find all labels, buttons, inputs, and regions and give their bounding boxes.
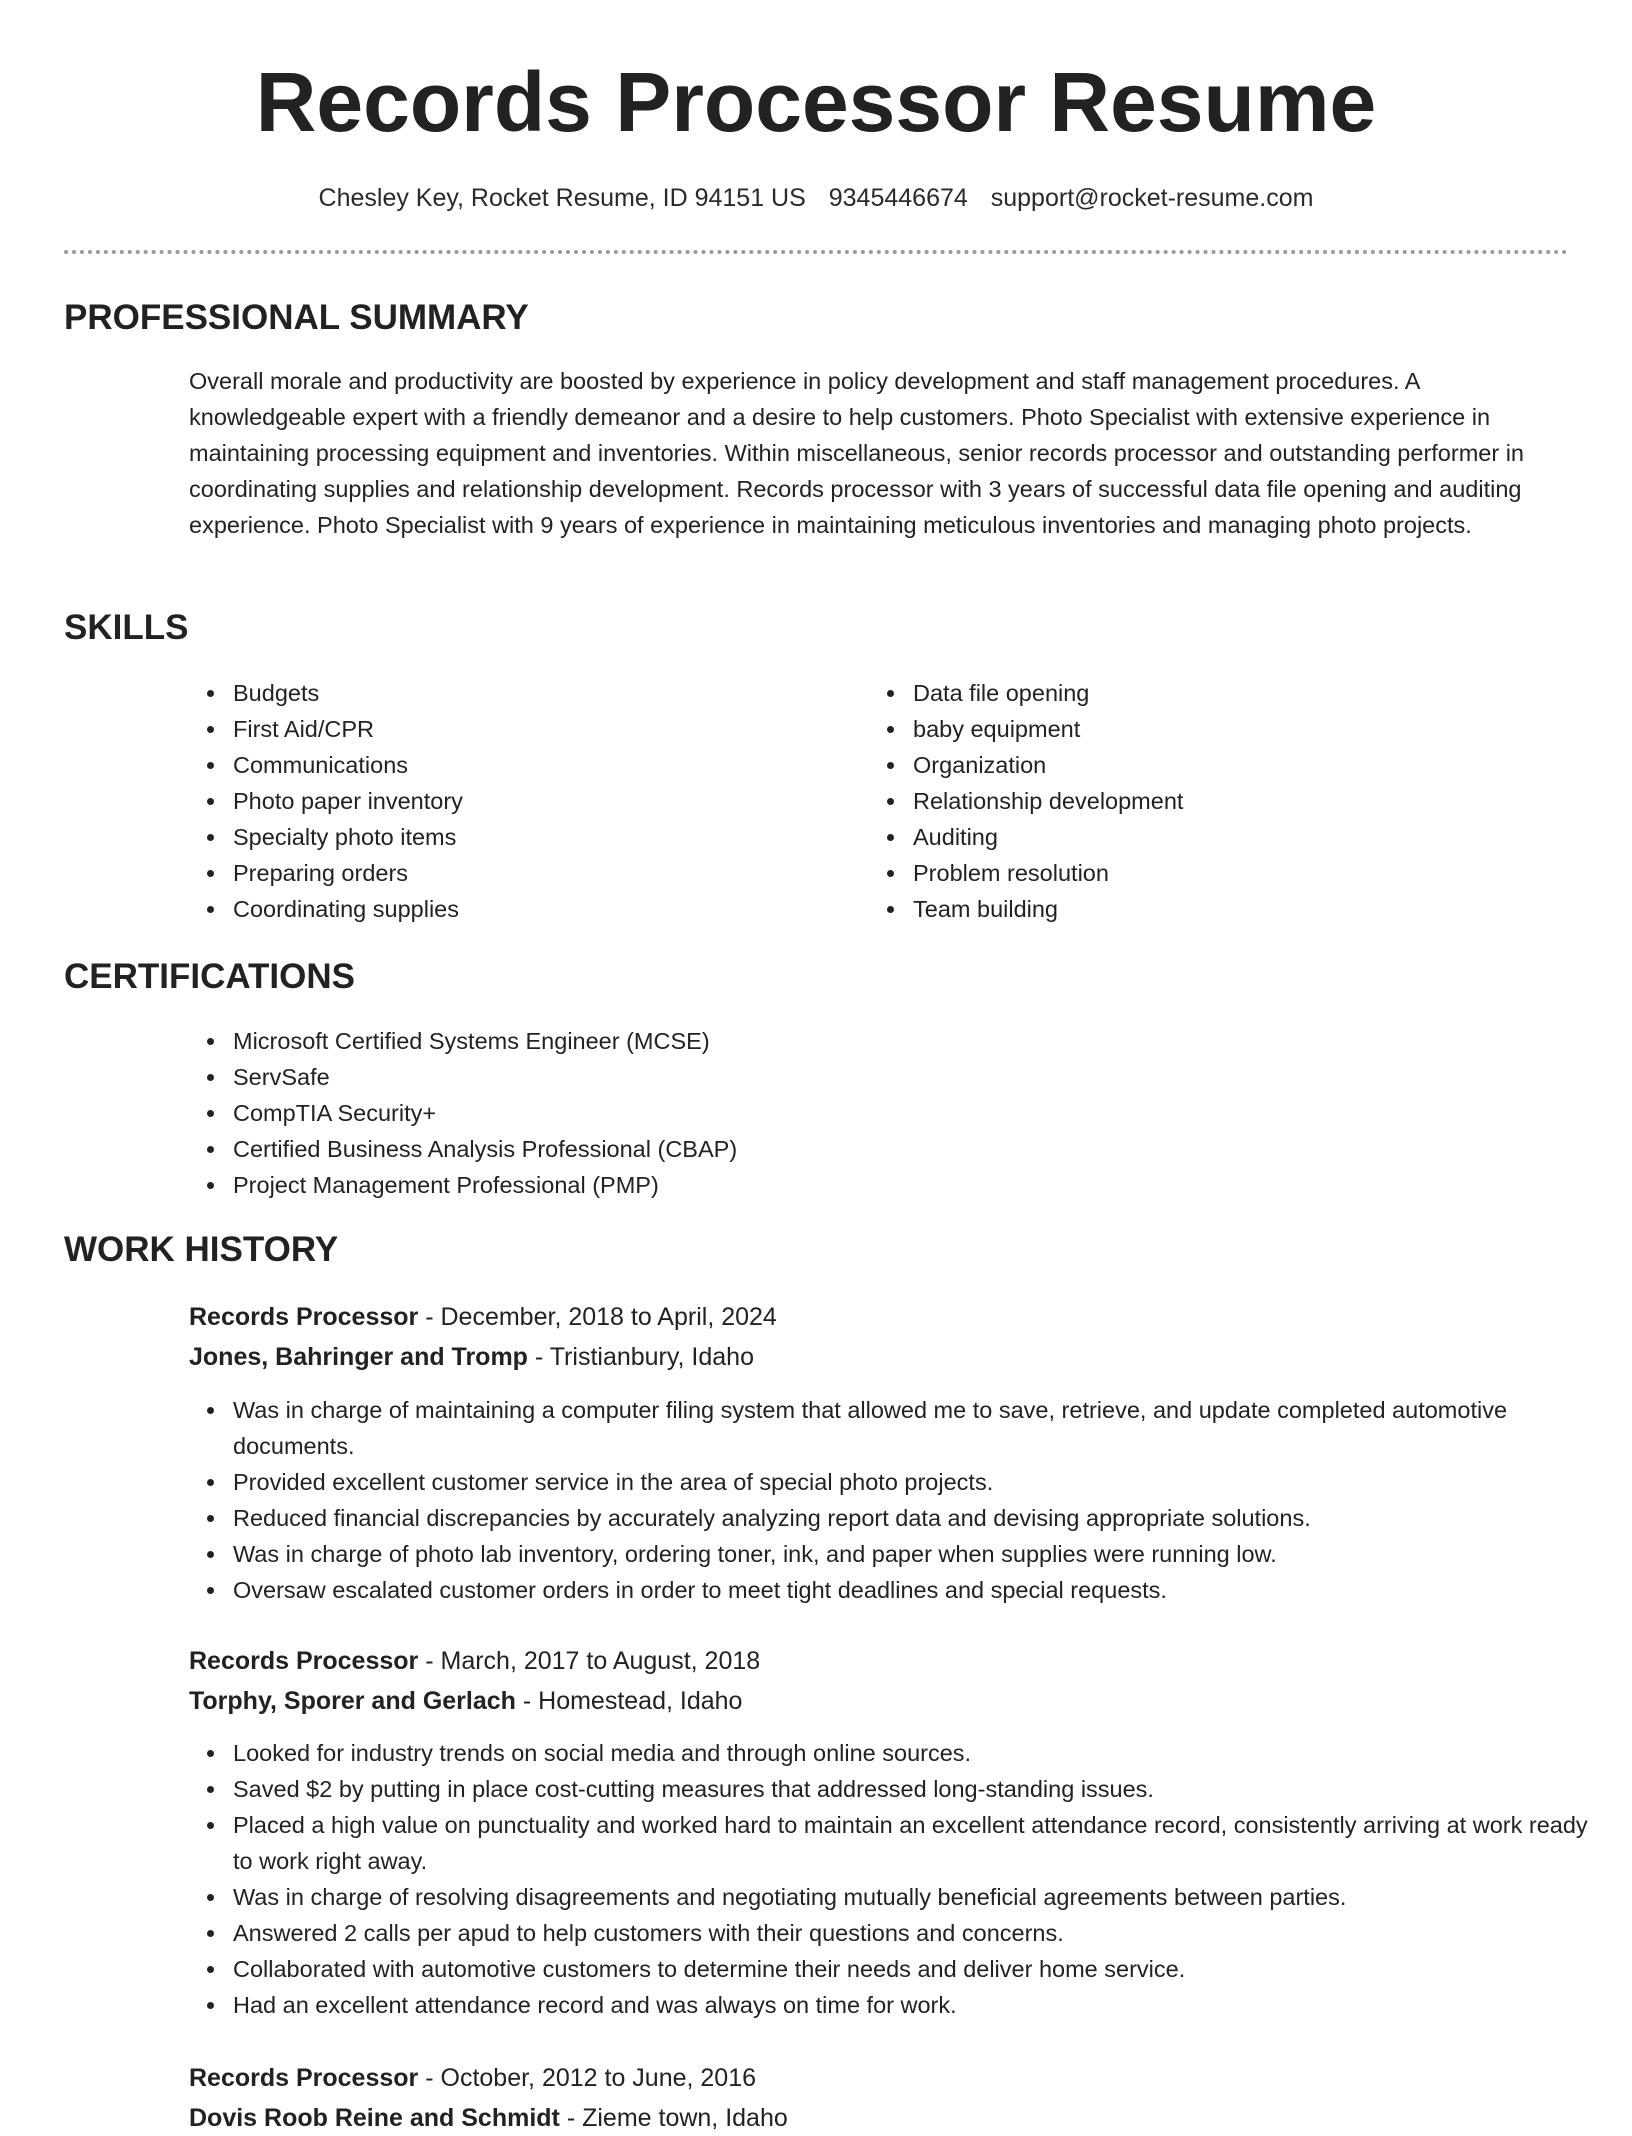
skill-item: Preparing orders: [233, 855, 873, 891]
job-duty: Reduced financial discrepancies by accurately analyzing report data and devising appropriate solutions.: [233, 1500, 1613, 1536]
job-dates: - October, 2012 to June, 2016: [418, 2064, 757, 2092]
job-duty: Was in charge of resolving disagreements and negotiating mutually beneficial agreements between parties.: [233, 1879, 1613, 1915]
skill-item: Communications: [233, 747, 873, 783]
skill-item: Relationship development: [913, 783, 1553, 819]
job-company-line: [189, 2100, 788, 2136]
resume-title: Records Processor Resume: [255, 55, 1377, 149]
skill-item: Auditing: [913, 819, 1553, 855]
skill-item: Coordinating supplies: [233, 891, 873, 927]
job-location: - Tristianbury, Idaho: [527, 1343, 754, 1371]
job-title: Records Processor: [189, 1647, 419, 1675]
certification-item: ServSafe: [233, 1059, 1613, 1095]
skills-list-left: [189, 675, 873, 927]
skills-list-right: [869, 675, 1553, 927]
skill-item: Specialty photo items: [233, 819, 873, 855]
summary-heading: PROFESSIONAL SUMMARY: [64, 298, 529, 337]
certification-item: Certified Business Analysis Professional (CBAP): [233, 1131, 1613, 1167]
job-location: - Homestead, Idaho: [515, 1687, 743, 1715]
job-duty: Answered 2 calls per apud to help customers with their questions and concerns.: [233, 1915, 1613, 1951]
contact-line: [0, 180, 1632, 216]
job-duty: Was in charge of photo lab inventory, ordering toner, ink, and paper when supplies were running low.: [233, 1536, 1613, 1572]
skill-item: Organization: [913, 747, 1553, 783]
certification-item: Project Management Professional (PMP): [233, 1167, 1613, 1203]
summary-text: Overall morale and productivity are boosted by experience in policy development and staff management procedures. A knowledgeable expert with a friendly demeanor and a desire to help customers. Photo Specialist with extensive experience in maintaining processing equipment and inventories. Within miscellaneous, senior records processor and outstanding performer in coordinating supplies and relationship development. Records processor with 3 years of successful data file opening and auditing experience. Photo Specialist with 9 years of experience in maintaining meticulous inventories and managing photo projects.: [189, 368, 1524, 538]
skill-item: Team building: [913, 891, 1553, 927]
contact-phone: 9345446674: [828, 184, 968, 212]
job-duties-list: [189, 1392, 1613, 1608]
job-duty: Had an excellent attendance record and was always on time for work.: [233, 1987, 1613, 2023]
skill-item: First Aid/CPR: [233, 711, 873, 747]
job-dates: - March, 2017 to August, 2018: [418, 1647, 761, 1675]
job-duty: Saved $2 by putting in place cost-cutting measures that addressed long-standing issues.: [233, 1771, 1613, 1807]
skill-item: Budgets: [233, 675, 873, 711]
job-company: Dovis Roob Reine and Schmidt: [189, 2104, 560, 2132]
contact-email: support@rocket-resume.com: [990, 184, 1314, 212]
certification-item: Microsoft Certified Systems Engineer (MCSE): [233, 1023, 1613, 1059]
job-title-line: [189, 1643, 760, 1679]
job-duty: Provided excellent customer service in the area of special photo projects.: [233, 1464, 1613, 1500]
job-location: - Zieme town, Idaho: [559, 2104, 788, 2132]
header-divider: [64, 250, 1568, 254]
skill-item: Data file opening: [913, 675, 1553, 711]
job-title-line: [189, 2060, 756, 2096]
job-duty: Placed a high value on punctuality and worked hard to maintain an excellent attendance record, consistently arriving at work ready to work right away.: [233, 1807, 1613, 1879]
job-duty: Was in charge of maintaining a computer filing system that allowed me to save, retrieve, and update completed automotive documents.: [233, 1392, 1613, 1464]
job-title: Records Processor: [189, 2064, 419, 2092]
job-title-line: [189, 1299, 777, 1335]
job-duty: Collaborated with automotive customers to determine their needs and deliver home service.: [233, 1951, 1613, 1987]
work-history-heading: WORK HISTORY: [64, 1230, 339, 1269]
certification-item: CompTIA Security+: [233, 1095, 1613, 1131]
job-company: Jones, Bahringer and Tromp: [189, 1343, 528, 1371]
job-title: Records Processor: [189, 1303, 419, 1331]
job-duties-list: [189, 1735, 1613, 2023]
skills-heading: SKILLS: [64, 608, 189, 647]
job-company-line: [189, 1339, 754, 1375]
skill-item: Problem resolution: [913, 855, 1553, 891]
job-duty: Oversaw escalated customer orders in order to meet tight deadlines and special requests.: [233, 1572, 1613, 1608]
job-company-line: [189, 1683, 742, 1719]
job-duty: Looked for industry trends on social media and through online sources.: [233, 1735, 1613, 1771]
certifications-list: [189, 1023, 1613, 1203]
certifications-heading: CERTIFICATIONS: [64, 957, 356, 996]
skill-item: Photo paper inventory: [233, 783, 873, 819]
job-dates: - December, 2018 to April, 2024: [418, 1303, 777, 1331]
job-company: Torphy, Sporer and Gerlach: [189, 1687, 516, 1715]
contact-address: Chesley Key, Rocket Resume, ID 94151 US: [318, 184, 806, 212]
skill-item: baby equipment: [913, 711, 1553, 747]
